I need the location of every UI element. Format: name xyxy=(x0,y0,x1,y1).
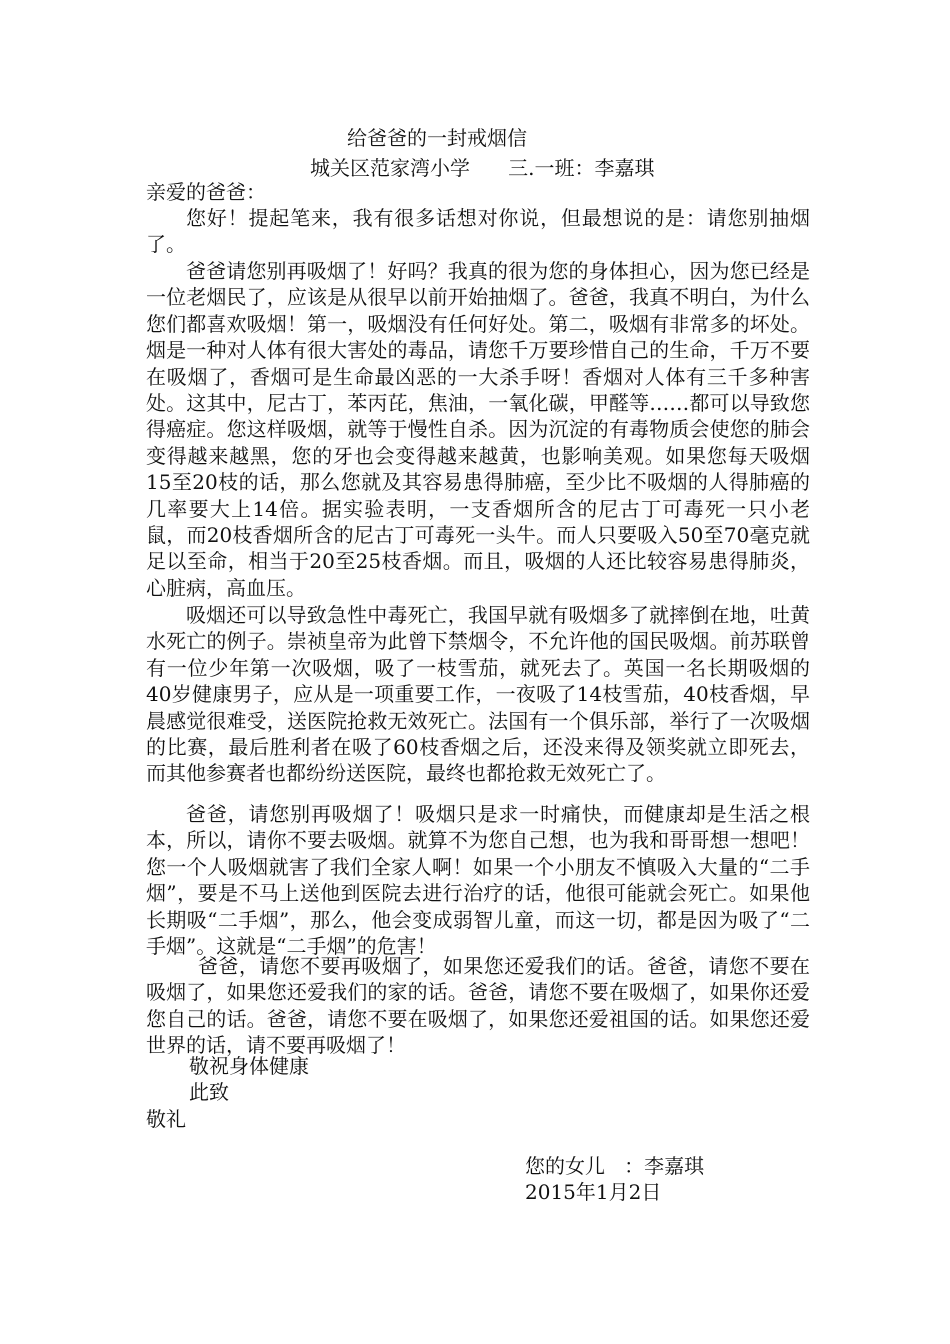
closing-jing-li: 敬礼 xyxy=(146,1107,186,1131)
closing-ci-zhi: 此致 xyxy=(189,1080,229,1104)
letter-paragraph: 爸爸，请您不要再吸烟了，如果您还爱我们的话。爸爸，请您不要在吸烟了，如果您还爱我们的家的话。爸爸，请您不要在吸烟了，如果你还爱您自己的话。爸爸，请您不要在吸烟了，如果您还爱祖国的话。如果您还爱世界的话，请不要再吸烟了！ xyxy=(146,954,810,1058)
letter-signature: 您的女儿 ：李嘉琪 xyxy=(525,1154,705,1178)
letter-paragraph: 吸烟还可以导致急性中毒死亡，我国早就有吸烟多了就摔倒在地，吐黄水死亡的例子。崇祯皇帝为此曾下禁烟令，不允许他的国民吸烟。前苏联曾有一位少年第一次吸烟，吸了一枝雪茄，就死去了。英国一名长期吸烟的40岁健康男子，应从是一项重要工作，一夜吸了14枝雪茄，40枝香烟，早晨感觉很难受，送医院抢救无效死亡。法国有一个俱乐部，举行了一次吸烟的比赛，最后胜利者在吸了60枝香烟之后，还没来得及领奖就立即死去，而其他参赛者也都纷纷送医院，最终也都抢救无效死亡了。 xyxy=(146,603,810,786)
closing-wish: 敬祝身体健康 xyxy=(189,1054,309,1078)
letter-salutation: 亲爱的爸爸： xyxy=(146,180,266,204)
letter-date: 2015年1月2日 xyxy=(525,1180,662,1204)
letter-paragraph: 爸爸请您别再吸烟了！好吗？我真的很为您的身体担心，因为您已经是一位老烟民了，应该是从很早以前开始抽烟了。爸爸，我真不明白，为什么您们都喜欢吸烟！第一，吸烟没有任何好处。第二，吸烟有非常多的坏处。烟是一种对人体有很大害处的毒品，请您千万要珍惜自己的生命，千万不要在吸烟了，香烟可是生命最凶恶的一大杀手呀！香烟对人体有三千多种害处。这其中，尼古丁，苯丙芘，焦油，一氧化碳，甲醛等……都可以导致您得癌症。您这样吸烟，就等于慢性自杀。因为沉淀的有毒物质会使您的肺会变得越来越黑，您的牙也会变得越来越黄，也影响美观。如果您每天吸烟15至20枝的话，那么您就及其容易患得肺癌，至少比不吸烟的人得肺癌的几率要大上14倍。据实验表明，一支香烟所含的尼古丁可毒死一只小老鼠，而20枝香烟所含的尼古丁可毒死一头牛。而人只要吸入50至70毫克就足以至命，相当于20至25枝香烟。而且，吸烟的人还比较容易患得肺炎，心脏病，高血压。 xyxy=(146,259,810,600)
letter-author-line: 城关区范家湾小学 三.一班：李嘉琪 xyxy=(310,156,655,180)
letter-title: 给爸爸的一封戒烟信 xyxy=(347,126,527,150)
letter-paragraph: 爸爸，请您别再吸烟了！吸烟只是求一时痛快，而健康却是生活之根本，所以，请你不要去吸烟。就算不为您自己想，也为我和哥哥想一想吧！您一个人吸烟就害了我们全家人啊！如果一个小朋友不慎吸入大量的“二手烟”，要是不马上送他到医院去进行治疗的话，他很可能就会死亡。如果他长期吸“二手烟”，那么，他会变成弱智儿童，而这一切，都是因为吸了“二手烟”。这就是“二手烟”的危害！ xyxy=(146,802,810,959)
letter-paragraph: 您好！提起笔来，我有很多话想对你说，但最想说的是：请您别抽烟了。 xyxy=(146,206,810,257)
